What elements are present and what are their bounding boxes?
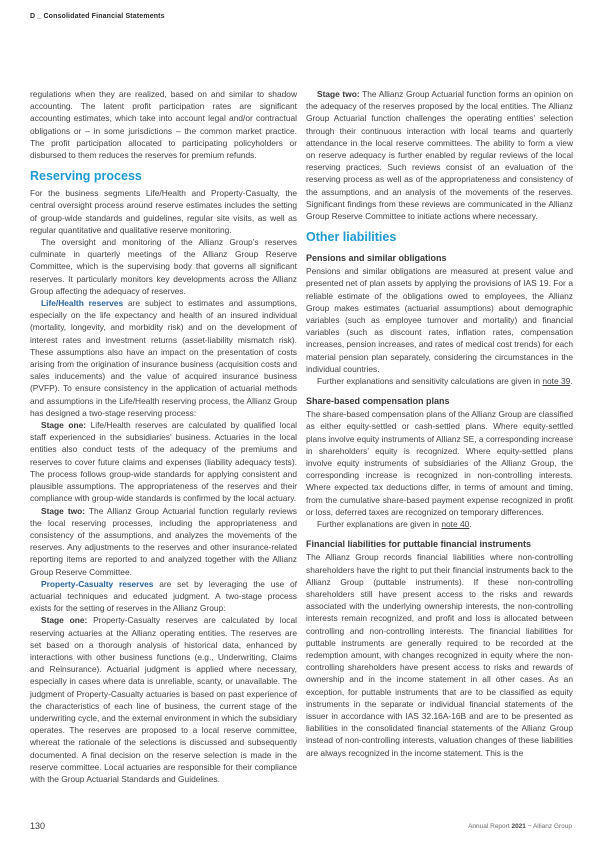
paragraph-stage-two-life-health — [30, 505, 297, 578]
footer-report-title — [468, 823, 572, 830]
paragraph-pensions: Pensions and similar obligations are measured at present value and presented net of plan assets by applying the provisions of IAS 19. For a reliable estimate of the obligations owed to employees, the Allianz Group makes estimates (actuarial assumptions) about demographic variables (such as employee turnover and mortality) and financial variables (such as discount rates, inflation rates, compensation increases, pension increases, and rates of medical cost trends) for each material pension plan separately, considering the circumstances in the individual countries. — [306, 266, 573, 374]
paragraph-text: . — [469, 519, 472, 530]
paragraph-text: Property-Casualty reserves are calculated by local reserving actuaries at the Allianz operating entities. The reserves are set based on a thorough analysis of historical data, enhanced by interactions with other business functions (e.g., Underwriting, Claims and Reinsurance). Actuarial judgment is applied where necessary, especially in cases where data is unreliable, scanty, or unavailable. The judgment of Property-Casualty actuaries is based on past experience of the characteristics of each line of business, the current stage of the underwriting cycle, and the external environment in which the subsidiary operates. The reserves are proposed to a local reserve committee, whereat the rationale of the selections is discussed and subsequently documented. A final decision on the reserve selection is made in the reserve committee. Local actuaries are responsible for their compliance with the Group Actuarial Standards and Guidelines. — [30, 615, 297, 784]
right-column — [306, 88, 573, 785]
paragraph-text: The Allianz Group Actuarial function regularly reviews the local reserving processes, including the appropriateness and consistency of the assumptions, and analyzes the movements of the reserves. Any adjustments to the reserves and other insurance-related reporting items are reported to and analyzed together with the Allianz Group Reserve Committee. — [30, 505, 297, 577]
paragraph-business-segments: For the business segments Life/Health and Property-Casualty, the central oversight process around reserve estimates includes the setting of group-wide standards and guidelines, regular site visits, as well as regular quantitative and qualitative reserve monitoring. — [30, 188, 297, 235]
paragraph-share-based-compensation: The share-based compensation plans of the Allianz Group are classified as either equity-settled or cash-settled plans. Where equity-settled plans involve equity instruments of Allianz SE, a corresponding increase in shareholders’ equity is recognized. Where equity-settled plans involve equity instruments of subsidiaries of the Allianz Group, the corresponding increase is recognized in non-controlling interests. Where expected tax deductions differ, in terms of amount and timing, from the cumulative share-based payment expense recognized in profit or loss, deferred taxes are recognized on temporary differences. — [306, 409, 573, 517]
stage-one-label: Stage one: — [41, 615, 88, 626]
stage-two-label: Stage two: — [41, 505, 86, 516]
paragraph-life-health-reserves — [30, 297, 297, 419]
note-40-link[interactable]: note 40 — [441, 519, 470, 530]
paragraph-text: are subject to estimates and assumptions, especially on the life expectancy and health of an insured individual (mortality, longevity, and morbidity risk) and on the development of interest rates and investment returns (asset-liability mismatch risk). These assumptions also have an impact on the presentation of costs arising from the origination of insurance business (acquisition costs and sales inducements) and the value of acquired insurance business (PVFP). To ensure consistency in the application of actuarial methods and assumptions in the Life/Health reserving process, the Allianz Group has designed a two-stage reserving process: — [30, 298, 297, 418]
stage-two-label: Stage two: — [317, 89, 360, 99]
sub-heading-puttable-instruments: Financial liabilities for puttable financial instruments — [306, 539, 532, 550]
running-header: D _ Consolidated Financial Statements — [30, 13, 165, 20]
term-life-health-reserves: Life/Health reserves — [41, 298, 124, 309]
note-39-link[interactable]: note 39 — [542, 376, 571, 387]
paragraph-stage-two-property-casualty — [306, 88, 573, 222]
paragraph-text: . — [570, 376, 573, 387]
footer-report-year: 2021 — [511, 823, 526, 830]
paragraph-text: are set by leveraging the use of actuarial techniques and educated judgment. A two-stage process exists for the setting of reserves in the Allianz Group: — [30, 578, 297, 614]
paragraph-text: The Allianz Group Actuarial function forms an opinion on the adequacy of the reserves proposed by the local entities. The Allianz Group Actuarial function challenges the operating entities’ selection through their continuous interaction with local teams and quarterly attendance in the local reserve committees. The ability to form a view on reserve adequacy is further enabled by regular reviews of the local reserving practices. Such reviews consist of an evaluation of the reserving process as well as of the appropriateness and consistency of the assumptions, and an analysis of the movements of the reserves. Significant findings from these reviews are communicated in the Allianz Group Reserve Committee to initiate actions where necessary. — [306, 89, 573, 222]
paragraph-stage-one-life-health — [30, 419, 297, 504]
paragraph-pensions-note — [306, 375, 573, 387]
section-heading-reserving-process: Reserving process — [30, 169, 142, 184]
left-column — [30, 88, 297, 785]
paragraph-text: Further explanations and sensitivity calculations are given in — [317, 376, 543, 387]
two-column-body — [30, 88, 573, 785]
sub-heading-share-based-compensation: Share-based compensation plans — [306, 396, 450, 407]
section-heading-other-liabilities: Other liabilities — [306, 230, 397, 245]
paragraph-oversight-monitoring: The oversight and monitoring of the Allianz Group’s reserves culminate in quarterly meetings of the Allianz Group Reserve Committee, which is the supervising body that governs all significant reserves. It particularly monitors key developments across the Allianz Group affecting the adequacy of reserves. — [30, 237, 297, 296]
paragraph-text: Further explanations are given in — [317, 519, 442, 530]
sub-heading-pensions: Pensions and similar obligations — [306, 253, 447, 264]
paragraph-stage-one-property-casualty — [30, 614, 297, 785]
page-number: 130 — [30, 821, 46, 831]
stage-one-label: Stage one: — [41, 420, 87, 431]
paragraph-puttable-instruments: The Allianz Group records financial liabilities where non-controlling shareholders have the right to put their financial instruments back to the Allianz Group (puttable instruments). If these non-controlling shareholders still have present access to the risks and rewards associated with the underlying ownership interests, the non-controlling interests remain recognized, and profit and loss is allocated between controlling and non-controlling interests. The financial liabilities for puttable instruments are generally required to be recorded at the redemption amount, with changes recognized in equity where the non-controlling shareholders have present access to risks and rewards of ownership and in the income statement in all other cases. As an exception, for puttable instruments that are to be classified as equity instruments in the separate or individual financial statements of the issuer in accordance with IAS 32.16A-16B and are to be presented as liabilities in the consolidated financial statements of the Allianz Group instead of non-controlling interests, valuation changes of these liabilities are always recognized in the income statement. This is the — [306, 552, 573, 758]
paragraph-property-casualty-reserves — [30, 578, 297, 615]
footer-report-post: − Allianz Group — [525, 823, 572, 830]
term-property-casualty-reserves: Property-Casualty reserves — [41, 578, 154, 589]
paragraph-text: Life/Health reserves are calculated by qualified local staff experienced in the subsidiaries’ business. Actuaries in the local entities also conduct tests of the adequacy of the premiums and reserves to cover future claims and expenses (liability adequacy tests). The process follows group-wide standards for applying consistent and plausible assumptions. The appropriateness of the reserves and their compliance with group-wide standards is confirmed by the local actuary. — [30, 420, 298, 504]
footer-report-pre: Annual Report — [468, 823, 512, 830]
paragraph-shadow-accounting: regulations when they are realized, based on and similar to shadow accounting. The latent profit participation rates are significant accounting estimates, which take into account legal and/or contractual obligations or – in some jurisdictions – the common market practice. The profit participation allocated to participating policyholders or disbursed to them reduces the reserves for premium refunds. — [30, 89, 297, 161]
paragraph-share-based-note — [306, 518, 573, 530]
